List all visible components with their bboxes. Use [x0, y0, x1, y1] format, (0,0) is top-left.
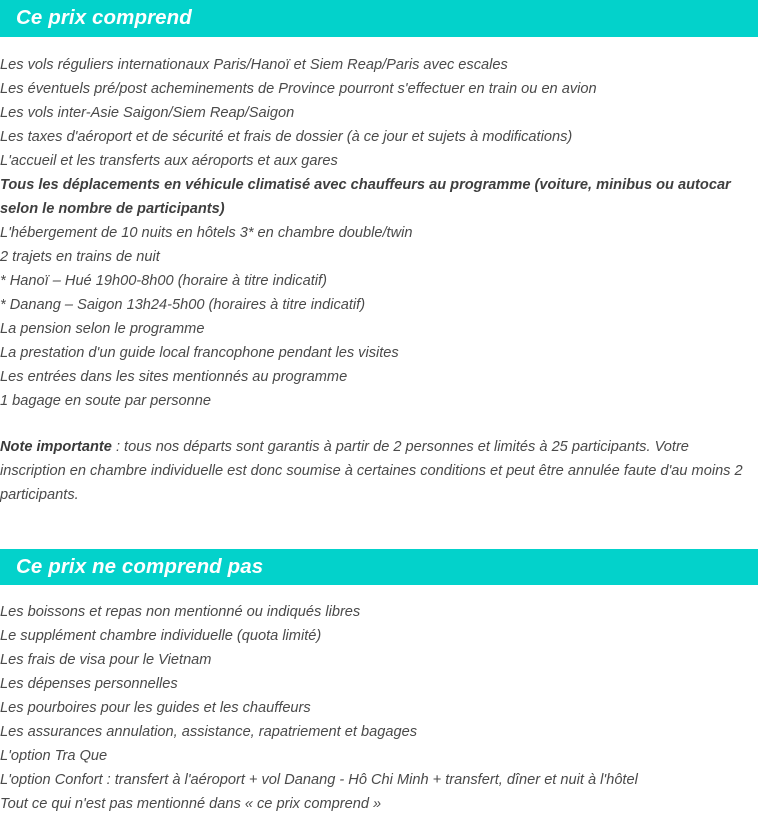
list-item: L'accueil et les transferts aux aéroports et aux gares [0, 153, 338, 169]
section-not-included [0, 549, 758, 816]
spacer [0, 413, 758, 435]
list-item: Les boissons et repas non mentionné ou indiqués libres [0, 604, 361, 620]
list-item: Les entrées dans les sites mentionnés au programme [0, 369, 348, 385]
section-body-included [0, 53, 758, 413]
list-item: L'hébergement de 10 nuits en hôtels 3* en chambre double/twin [0, 225, 413, 241]
list-item: Les taxes d'aéroport et de sécurité et frais de dossier (à ce jour et sujets à modifications) [0, 129, 573, 145]
list-item: * Danang – Saigon 13h24-5h00 (horaires à titre indicatif) [0, 297, 366, 313]
list-item: L'option Tra Que [0, 748, 108, 764]
section-title-included: Ce prix comprend [16, 6, 192, 30]
list-item: Tous les déplacements en véhicule climatisé avec chauffeurs au programme (voiture, minibus ou autocar selon le nombre de participants) [0, 177, 731, 217]
list-item: L'option Confort : transfert à l'aéroport + vol Danang - Hô Chi Minh + transfert, dîner et nuit à l'hôtel [0, 772, 638, 788]
list-item: La pension selon le programme [0, 321, 205, 337]
list-item: Les pourboires pour les guides et les chauffeurs [0, 700, 311, 716]
list-item: La prestation d'un guide local francophone pendant les visites [0, 345, 399, 361]
important-note-label: Note importante [0, 439, 112, 455]
list-item: Les vols inter-Asie Saigon/Siem Reap/Saigon [0, 105, 295, 121]
section-header-not-included [0, 549, 758, 585]
list-item: Les dépenses personnelles [0, 676, 178, 692]
list-item: Les éventuels pré/post acheminements de Province pourront s'effectuer en train ou en avion [0, 81, 597, 97]
spacer [0, 507, 758, 549]
important-note-body: : tous nos départs sont garantis à partir de 2 personnes et limités à 25 participants. Votre inscription en chambre individuelle est donc soumise à certaines conditions et peut être annulée faute d'au moins 2 participants. [0, 439, 743, 503]
list-item: Le supplément chambre individuelle (quota limité) [0, 628, 322, 644]
spacer [0, 585, 758, 600]
section-title-not-included: Ce prix ne comprend pas [16, 554, 264, 578]
list-item: 1 bagage en soute par personne [0, 393, 211, 409]
section-body-not-included [0, 600, 758, 816]
list-item: Tout ce qui n'est pas mentionné dans « ce prix comprend » [0, 796, 382, 812]
list-item: Les assurances annulation, assistance, rapatriement et bagages [0, 724, 417, 740]
list-item: 2 trajets en trains de nuit [0, 249, 160, 265]
list-item: Les vols réguliers internationaux Paris/Hanoï et Siem Reap/Paris avec escales [0, 57, 508, 73]
spacer [0, 37, 758, 53]
section-header-included [0, 0, 758, 37]
important-note [0, 435, 752, 507]
list-item: Les frais de visa pour le Vietnam [0, 652, 212, 668]
list-item: * Hanoï – Hué 19h00-8h00 (horaire à titre indicatif) [0, 273, 327, 289]
